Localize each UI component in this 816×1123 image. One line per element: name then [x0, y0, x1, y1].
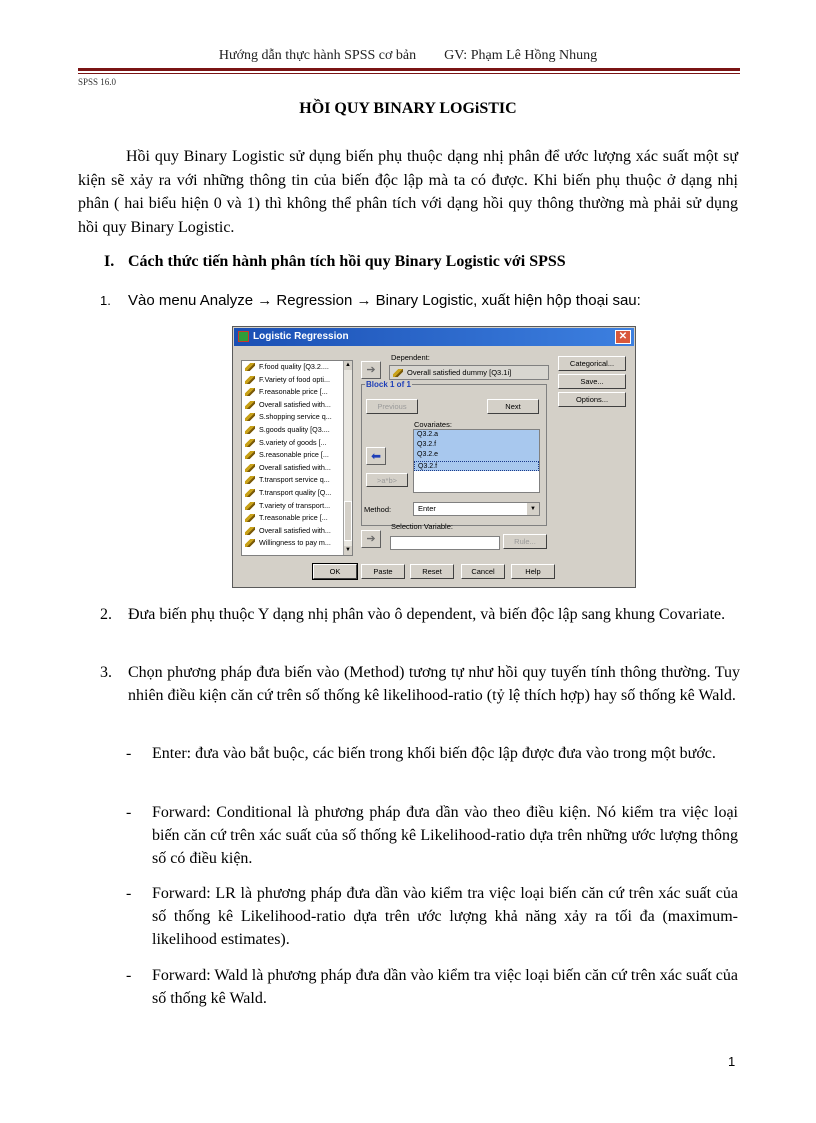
variable-list-scrollbar[interactable]: [343, 361, 352, 555]
move-to-dependent-button[interactable]: ➔: [361, 361, 381, 379]
scrollbar-thumb[interactable]: [344, 501, 352, 541]
step-item: [100, 661, 740, 707]
scale-variable-icon: [245, 476, 255, 484]
bullet-dash: -: [126, 745, 132, 762]
categorical-button[interactable]: Categorical...: [558, 356, 626, 371]
scale-variable-icon: [245, 539, 255, 547]
list-item[interactable]: Q3.2.e: [414, 450, 539, 460]
scale-variable-icon: [245, 464, 255, 472]
method-label: Method:: [364, 505, 392, 514]
scale-variable-icon: [245, 413, 255, 421]
list-item[interactable]: T.transport service q...: [242, 474, 352, 487]
list-item[interactable]: Q3.2.a: [414, 430, 539, 440]
step-number: 1.: [100, 293, 111, 308]
step-item: [100, 603, 740, 626]
move-to-selection-button[interactable]: ➔: [361, 530, 381, 548]
next-button[interactable]: Next: [487, 399, 539, 414]
block-label: Block 1 of 1: [366, 380, 411, 389]
list-item[interactable]: F.food quality [Q3.2....: [242, 361, 352, 374]
scale-variable-icon: [245, 363, 255, 371]
bullet-text: Forward: Wald là phương pháp đưa dần vào kiểm tra việc loại biến căn cứ trên xác suất của số thống kê Wald.: [152, 967, 738, 1007]
spss-app-icon: [238, 331, 249, 342]
list-item[interactable]: Overall satisfied with...: [242, 462, 352, 475]
step-item: [100, 289, 740, 312]
variable-list[interactable]: [241, 360, 353, 556]
step-number: 3.: [100, 664, 112, 681]
list-item[interactable]: Overall satisfied with...: [242, 399, 352, 412]
save-button[interactable]: Save...: [558, 374, 626, 389]
scale-variable-icon: [245, 527, 255, 535]
bullet-text: Enter: đưa vào bắt buộc, các biến trong khối biến độc lập được đưa vào trong một bước.: [152, 745, 716, 762]
scale-variable-icon: [245, 502, 255, 510]
document-title: HỒI QUY BINARY LOGiSTIC: [299, 100, 517, 117]
method-bullet: [126, 964, 738, 1010]
scale-variable-icon: [245, 451, 255, 459]
logistic-regression-dialog: [232, 326, 636, 588]
section-heading: [78, 253, 738, 271]
step-number: 2.: [100, 606, 112, 623]
list-item[interactable]: F.Variety of food opti...: [242, 374, 352, 387]
list-item[interactable]: Overall satisfied with...: [242, 525, 352, 538]
step-text: Đưa biến phụ thuộc Y dạng nhị phân vào ô dependent, và biến độc lập sang khung Covariate.: [128, 606, 726, 623]
header-rule-thick: [78, 68, 740, 71]
interaction-button[interactable]: >a*b>: [366, 473, 408, 487]
step-text: Chọn phương pháp đưa biến vào (Method) tương tự như hồi quy tuyến tính thông thường. Tuy nhiên điều kiện căn cứ trên số thống kê likelihood-ratio (tỷ lệ thích hợp) hay số thống kê Wald.: [128, 664, 740, 704]
section-title: Cách thức tiến hành phân tích hồi quy Binary Logistic với SPSS: [128, 253, 566, 270]
scale-variable-icon: [245, 489, 255, 497]
list-item[interactable]: T.reasonable price [...: [242, 512, 352, 525]
list-item[interactable]: Q3.2.f: [414, 440, 539, 450]
bullet-dash: -: [126, 885, 132, 902]
covariates-list[interactable]: [413, 429, 540, 493]
list-item[interactable]: S.goods quality [Q3....: [242, 424, 352, 437]
list-item[interactable]: T.transport quality [Q...: [242, 487, 352, 500]
rule-button[interactable]: Rule...: [503, 534, 547, 549]
page-header: [0, 48, 816, 64]
covariates-label: Covariates:: [414, 420, 452, 429]
method-bullet: [126, 882, 738, 951]
header-course-title: Hướng dẫn thực hành SPSS cơ bản: [218, 48, 417, 63]
intro-paragraph: Hồi quy Binary Logistic sử dụng biến phụ thuộc dạng nhị phân để ước lượng xác suất một sự kiện sẽ xảy ra với những thông tin của biến độc lập mà ta có được. Khi biến phụ thuộc ở dạng nhị phân ( hai biểu hiện 0 và 1) thì không thể phân tích với dạng hồi quy thông thường mà phải sử dụng hồi quy Binary Logistic.: [78, 148, 738, 236]
dependent-field[interactable]: Overall satisfied dummy [Q3.1i]: [389, 365, 549, 380]
method-bullet: [126, 801, 738, 870]
scale-variable-icon: [245, 376, 255, 384]
section-number: I.: [104, 253, 115, 270]
list-item[interactable]: Willingness to pay m...: [242, 537, 352, 550]
step-text: Vào menu Analyze → Regression → Binary Logistic, xuất hiện hộp thoại sau:: [128, 292, 641, 309]
options-button[interactable]: Options...: [558, 392, 626, 407]
list-item[interactable]: F.reasonable price [...: [242, 386, 352, 399]
move-to-covariates-button[interactable]: ⬅: [366, 447, 386, 465]
method-bullet: [126, 742, 738, 765]
help-button[interactable]: Help: [511, 564, 555, 579]
close-icon[interactable]: ✕: [615, 330, 631, 344]
scroll-down-icon[interactable]: ▼: [345, 547, 351, 553]
selection-variable-label: Selection Variable:: [391, 522, 453, 531]
header-instructor: GV: Phạm Lê Hồng Nhung: [444, 48, 598, 63]
scale-variable-icon: [245, 439, 255, 447]
chevron-down-icon[interactable]: ▼: [527, 503, 539, 515]
previous-button[interactable]: Previous: [366, 399, 418, 414]
scale-variable-icon: [245, 401, 255, 409]
reset-button[interactable]: Reset: [410, 564, 454, 579]
scale-variable-icon: [245, 514, 255, 522]
scroll-up-icon[interactable]: ▲: [345, 362, 351, 368]
method-select[interactable]: Enter ▼: [413, 502, 540, 516]
cancel-button[interactable]: Cancel: [461, 564, 505, 579]
scale-variable-icon: [245, 388, 255, 396]
page-number: 1: [728, 1054, 736, 1069]
bullet-dash: -: [126, 804, 132, 821]
dialog-titlebar[interactable]: [234, 328, 634, 346]
list-item[interactable]: S.shopping service q...: [242, 411, 352, 424]
list-item[interactable]: S.reasonable price [...: [242, 449, 352, 462]
bullet-dash: -: [126, 967, 132, 984]
spss-version-label: SPSS 16.0: [78, 77, 117, 87]
scale-variable-icon: [393, 369, 403, 377]
list-item[interactable]: Q3.2.f: [414, 461, 539, 471]
scale-variable-icon: [245, 426, 255, 434]
bullet-text: Forward: LR là phương pháp đưa dần vào kiểm tra việc loại biến căn cứ trên xác suất của số thống kê Likelihood-ratio dựa trên ước lượng khả năng xảy ra tối đa (maximum-likelihood estimates).: [152, 885, 738, 948]
dialog-title: Logistic Regression: [253, 331, 349, 342]
list-item[interactable]: S.variety of goods [...: [242, 437, 352, 450]
list-item[interactable]: T.variety of transport...: [242, 500, 352, 513]
bullet-text: Forward: Conditional là phương pháp đưa dần vào theo điều kiện. Nó kiểm tra việc loại biến căn cứ trên xác suất của số thống kê Likelihood-ratio dựa trên những ước lượng thông số có điều kiện.: [152, 804, 738, 867]
header-rule-thin: [78, 73, 740, 74]
dependent-label: Dependent:: [391, 353, 430, 362]
paste-button[interactable]: Paste: [361, 564, 405, 579]
ok-button[interactable]: OK: [313, 564, 357, 579]
selection-variable-field[interactable]: [390, 536, 500, 550]
